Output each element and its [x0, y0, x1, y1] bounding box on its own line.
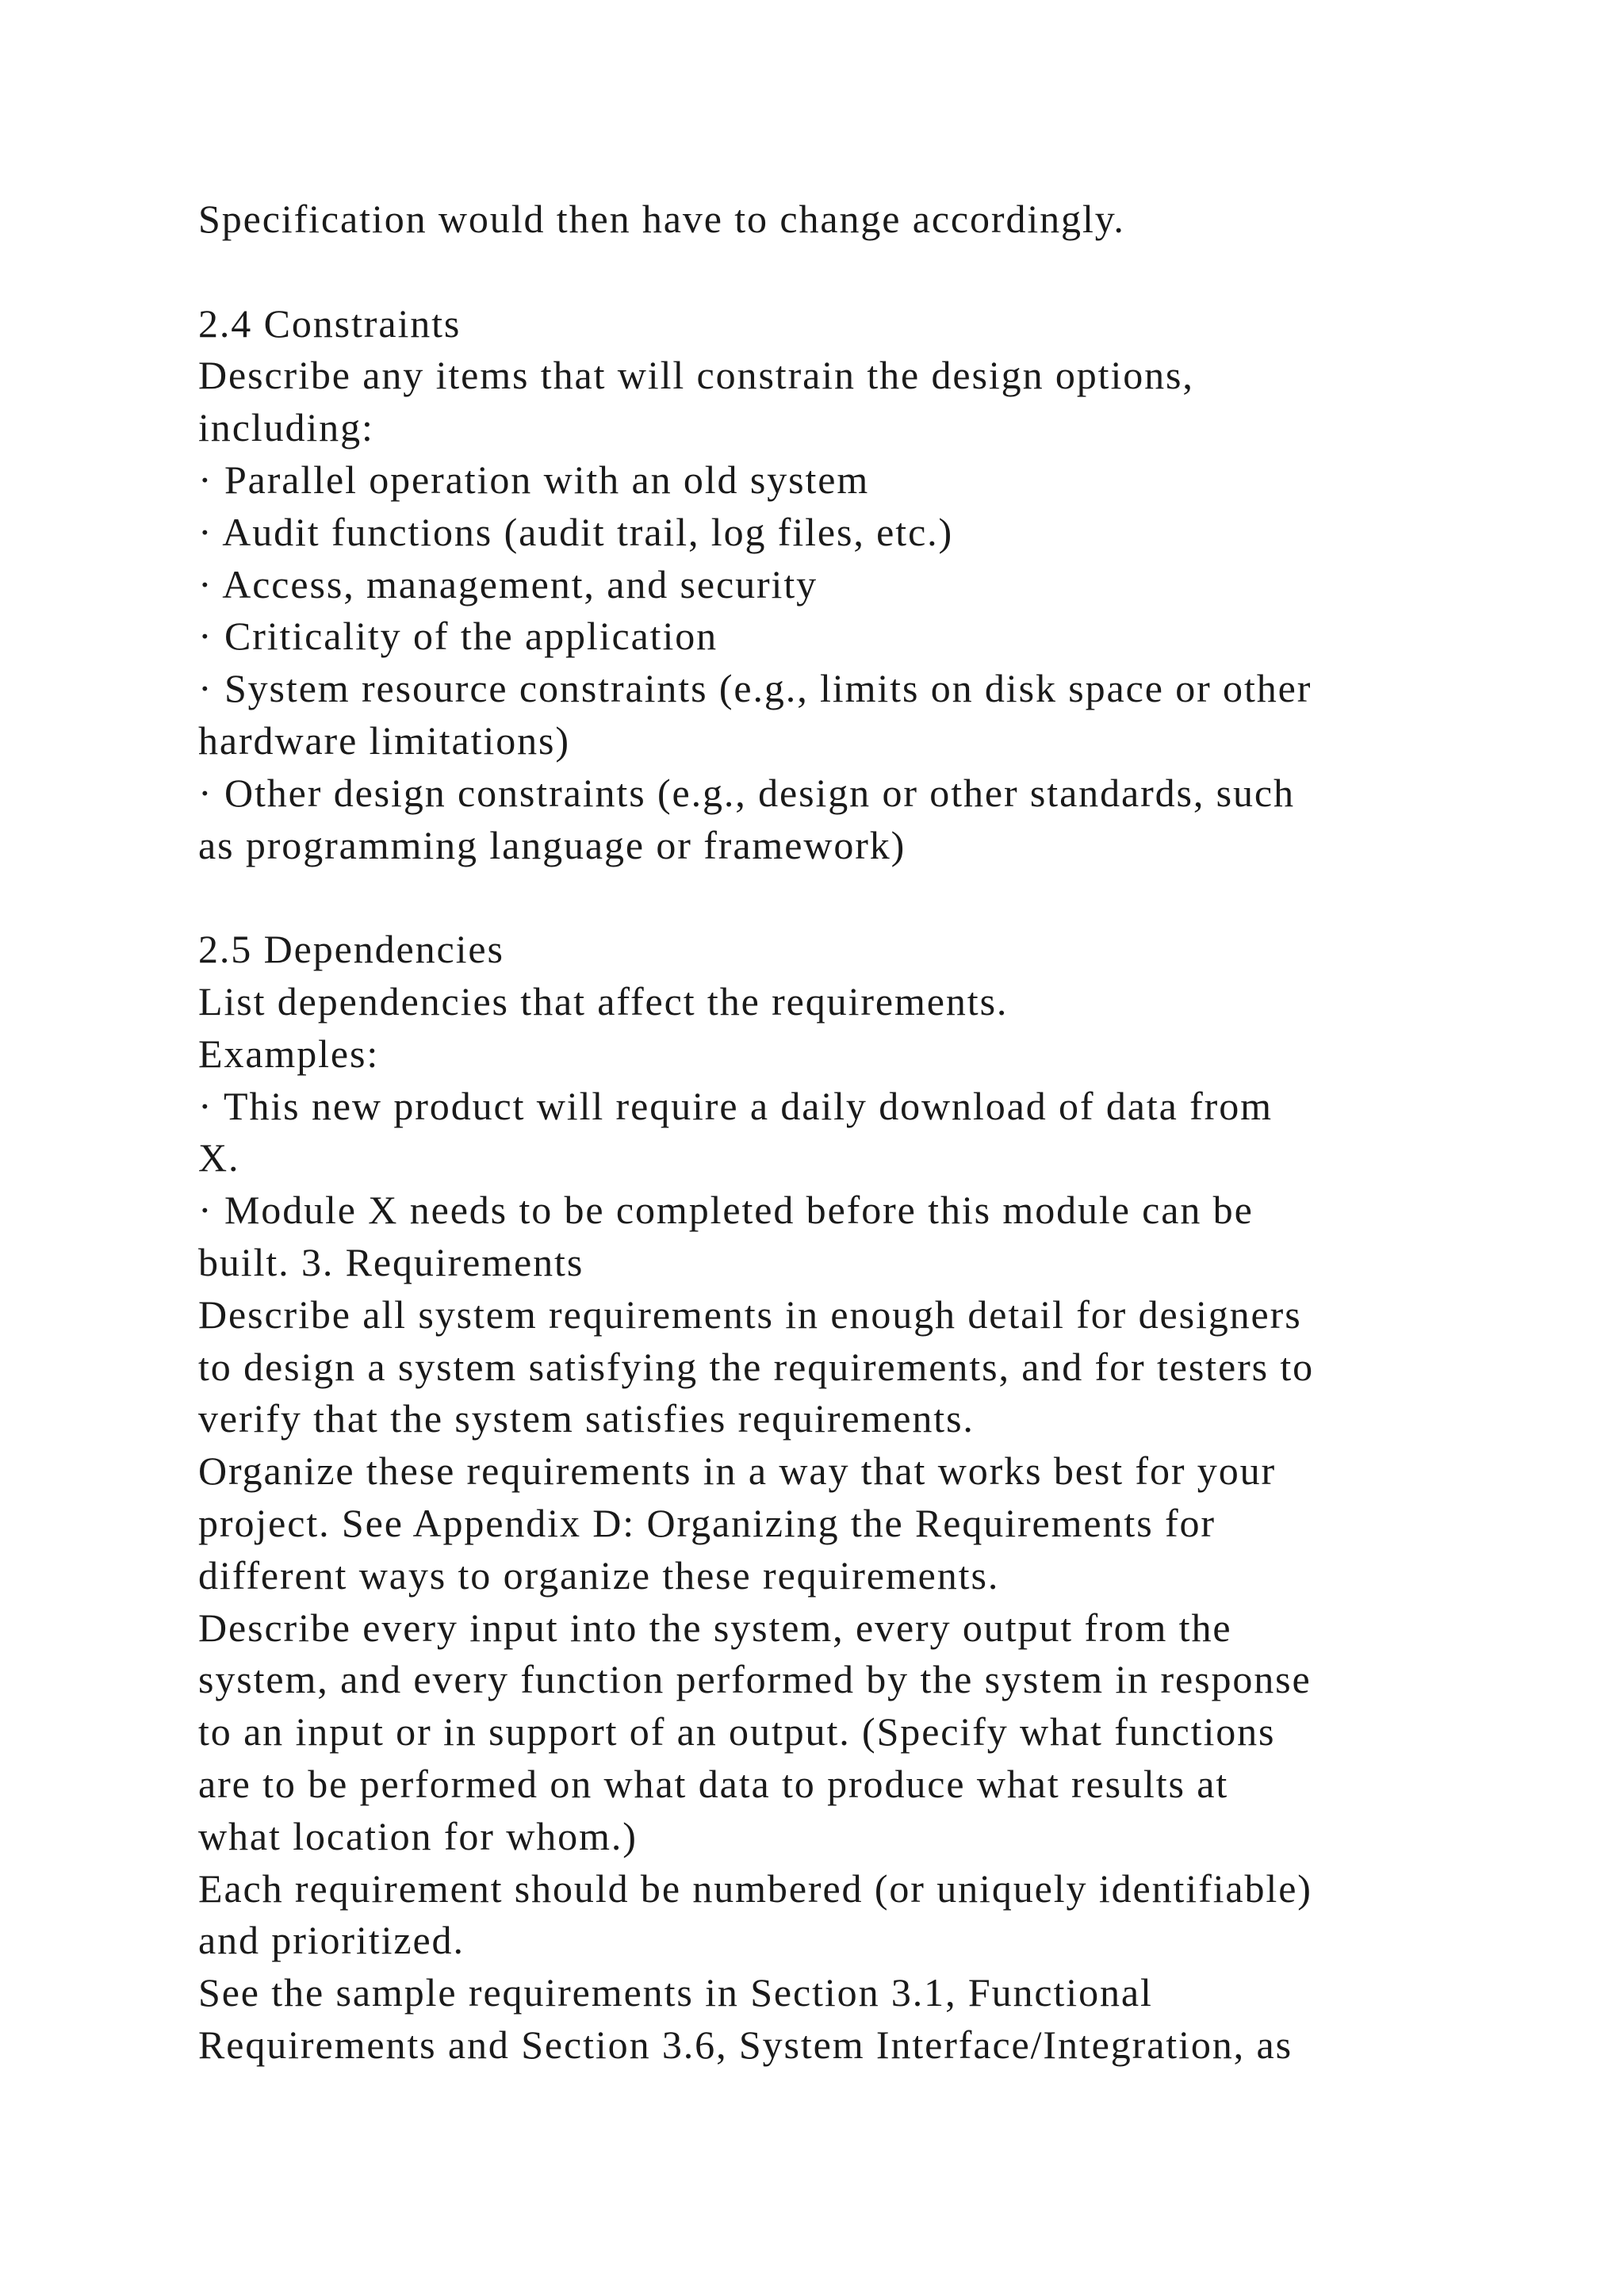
text-line: Describe every input into the system, every output from the [198, 1605, 1232, 1650]
text-line: Each requirement should be numbered (or uniquely identifiable) [198, 1866, 1312, 1911]
text-line: different ways to organize these requirements. [198, 1552, 1000, 1598]
section-heading-dependencies: 2.5 Dependencies [198, 927, 504, 972]
text-line: as programming language or framework) [198, 822, 906, 867]
text-line: to an input or in support of an output. (Specify what functions [198, 1709, 1276, 1755]
bullet-item: · Criticality of the application [198, 614, 718, 659]
bullet-item: · This new product will require a daily download of data from [198, 1083, 1273, 1128]
text-line: are to be performed on what data to produce what results at [198, 1761, 1229, 1806]
text-line: to design a system satisfying the requirements, and for testers to [198, 1344, 1315, 1389]
bullet-item: · Module X needs to be completed before this module can be [198, 1188, 1254, 1233]
text-line: project. See Appendix D: Organizing the Requirements for [198, 1500, 1216, 1545]
text-line: Examples: [198, 1031, 380, 1076]
text-line: Requirements and Section 3.6, System Interface/Integration, as [198, 2022, 1293, 2067]
text-line: hardware limitations) [198, 718, 570, 763]
text-line: List dependencies that affect the requirements. [198, 978, 1009, 1024]
text-line: including: [198, 405, 374, 450]
bullet-item: · Access, management, and security [198, 561, 818, 607]
blank-line [198, 246, 1499, 298]
text-line: and prioritized. [198, 1918, 465, 1963]
text-line: Describe all system requirements in enough detail for designers [198, 1292, 1302, 1337]
text-line: X. [198, 1135, 240, 1181]
text-line: Describe any items that will constrain the design options, [198, 353, 1194, 398]
bullet-item: · Other design constraints (e.g., design or other standards, such [198, 770, 1295, 815]
text-line: what location for whom.) [198, 1813, 638, 1858]
text-line: See the sample requirements in Section 3.1, Functional [198, 1970, 1153, 2015]
section-heading-constraints: 2.4 Constraints [198, 300, 462, 346]
text-line: verify that the system satisfies requirements. [198, 1396, 975, 1441]
bullet-item: · Parallel operation with an old system [198, 457, 870, 502]
text-line: Specification would then have to change accordingly. [198, 197, 1125, 241]
blank-line [198, 871, 1499, 924]
text-line: built. 3. Requirements [198, 1239, 584, 1284]
bullet-item: · System resource constraints (e.g., limits on disk space or other [198, 666, 1312, 711]
bullet-item: · Audit functions (audit trail, log files, etc.) [198, 509, 954, 554]
document-body [198, 193, 1499, 2072]
text-line: system, and every function performed by the system in response [198, 1657, 1312, 1702]
text-line: Organize these requirements in a way that works best for your [198, 1448, 1277, 1494]
